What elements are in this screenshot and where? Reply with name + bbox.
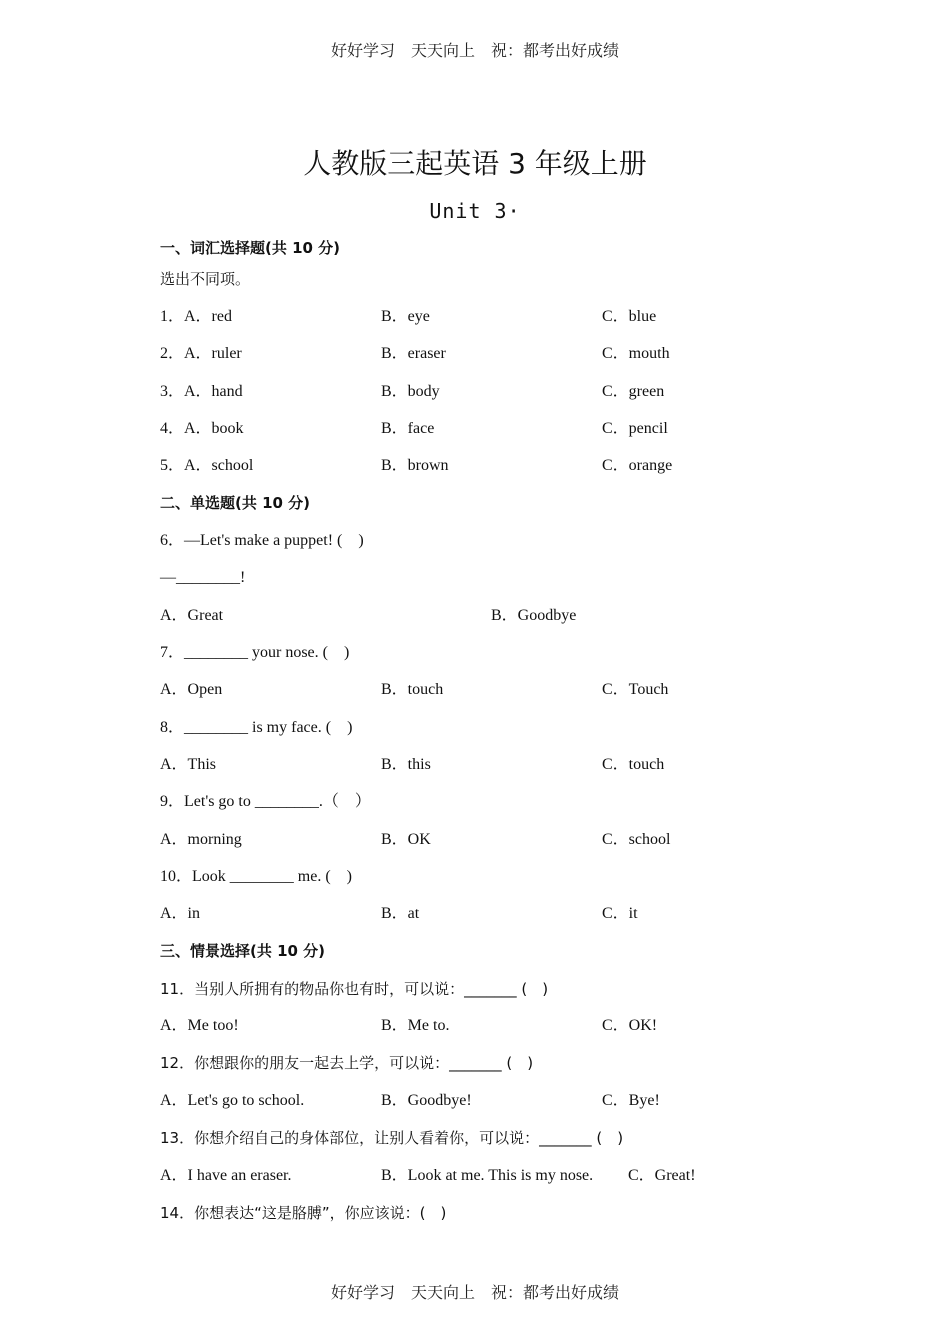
q13-stem: 13．你想介绍自己的身体部位，让别人看着你，可以说：_______ ( ) [160,1129,624,1147]
q9-option-b: B．OK [381,831,431,848]
q1-option-b: B．eye [381,308,430,325]
q10-option-a: A．in [160,905,201,922]
q12-option-c: C．Bye! [602,1092,660,1109]
q5-option-b: B．brown [381,457,449,474]
q13-option-b: B．Look at me. This is my nose. [381,1167,594,1184]
q3-stem: 3．A．hand [160,383,243,400]
q2-option-c: C．mouth [602,345,670,362]
section-1-heading: 一、词汇选择题(共 10 分) [160,239,341,257]
q9-option-a: A．morning [160,831,242,848]
q4-option-c: C．pencil [602,420,668,437]
q4-option-b: B．face [381,420,435,437]
q3-option-c: C．green [602,383,665,400]
page-header: 好好学习 天天向上 祝：都考出好成绩 [330,41,619,60]
q6-stem: 6．—Let's make a puppet! ( ) [160,532,364,549]
q5-stem: 5．A．school [160,457,254,474]
q8-option-a: A．This [160,756,217,773]
q4-stem: 4．A．book [160,420,244,437]
q11-option-b: B．Me to. [381,1017,450,1034]
q6-option-a: A．Great [160,607,224,624]
q11-option-a: A．Me too! [160,1017,239,1034]
q2-option-b: B．eraser [381,345,446,362]
q8-stem: 8．________ is my face. ( ) [160,719,353,736]
q13-option-a: A．I have an eraser. [160,1167,292,1184]
q3-option-b: B．body [381,383,440,400]
q10-option-b: B．at [381,905,420,922]
q8-option-b: B．this [381,756,431,773]
page-title: 人教版三起英语 3 年级上册 [303,147,647,180]
q12-option-a: A．Let's go to school. [160,1092,305,1109]
q12-option-b: B．Goodbye! [381,1092,472,1109]
section-2-heading: 二、单选题(共 10 分) [160,494,311,512]
q11-stem: 11．当别人所拥有的物品你也有时，可以说：_______ ( ) [160,980,549,998]
q1-stem: 1．A．red [160,308,232,325]
unit-subtitle: Unit 3· [429,199,521,223]
q8-option-c: C．touch [602,756,665,773]
q14-stem: 14．你想表达“这是胳膊”，你应该说：( ) [160,1204,447,1222]
q5-option-c: C．orange [602,457,673,474]
q7-stem: 7．________ your nose. ( ) [160,644,350,661]
q10-option-c: C．it [602,905,638,922]
q6-option-b: B．Goodbye [491,607,577,624]
section-3-heading: 三、情景选择(共 10 分) [160,942,326,960]
q7-option-a: A．Open [160,681,223,698]
q1-option-c: C．blue [602,308,657,325]
q9-option-c: C．school [602,831,671,848]
page-footer: 好好学习 天天向上 祝：都考出好成绩 [330,1283,619,1302]
q7-option-b: B．touch [381,681,444,698]
q6-line2: —________! [160,569,246,586]
section-1-instruction: 选出不同项。 [160,270,251,288]
q7-option-c: C．Touch [602,681,669,698]
q2-stem: 2．A．ruler [160,345,242,362]
q9-stem: 9．Let's go to ________.（ ） [160,793,371,810]
q11-option-c: C．OK! [602,1017,658,1034]
q13-option-c: C．Great! [628,1167,696,1184]
q12-stem: 12．你想跟你的朋友一起去上学，可以说：_______ ( ) [160,1054,534,1072]
q10-stem: 10．Look ________ me. ( ) [160,868,352,885]
